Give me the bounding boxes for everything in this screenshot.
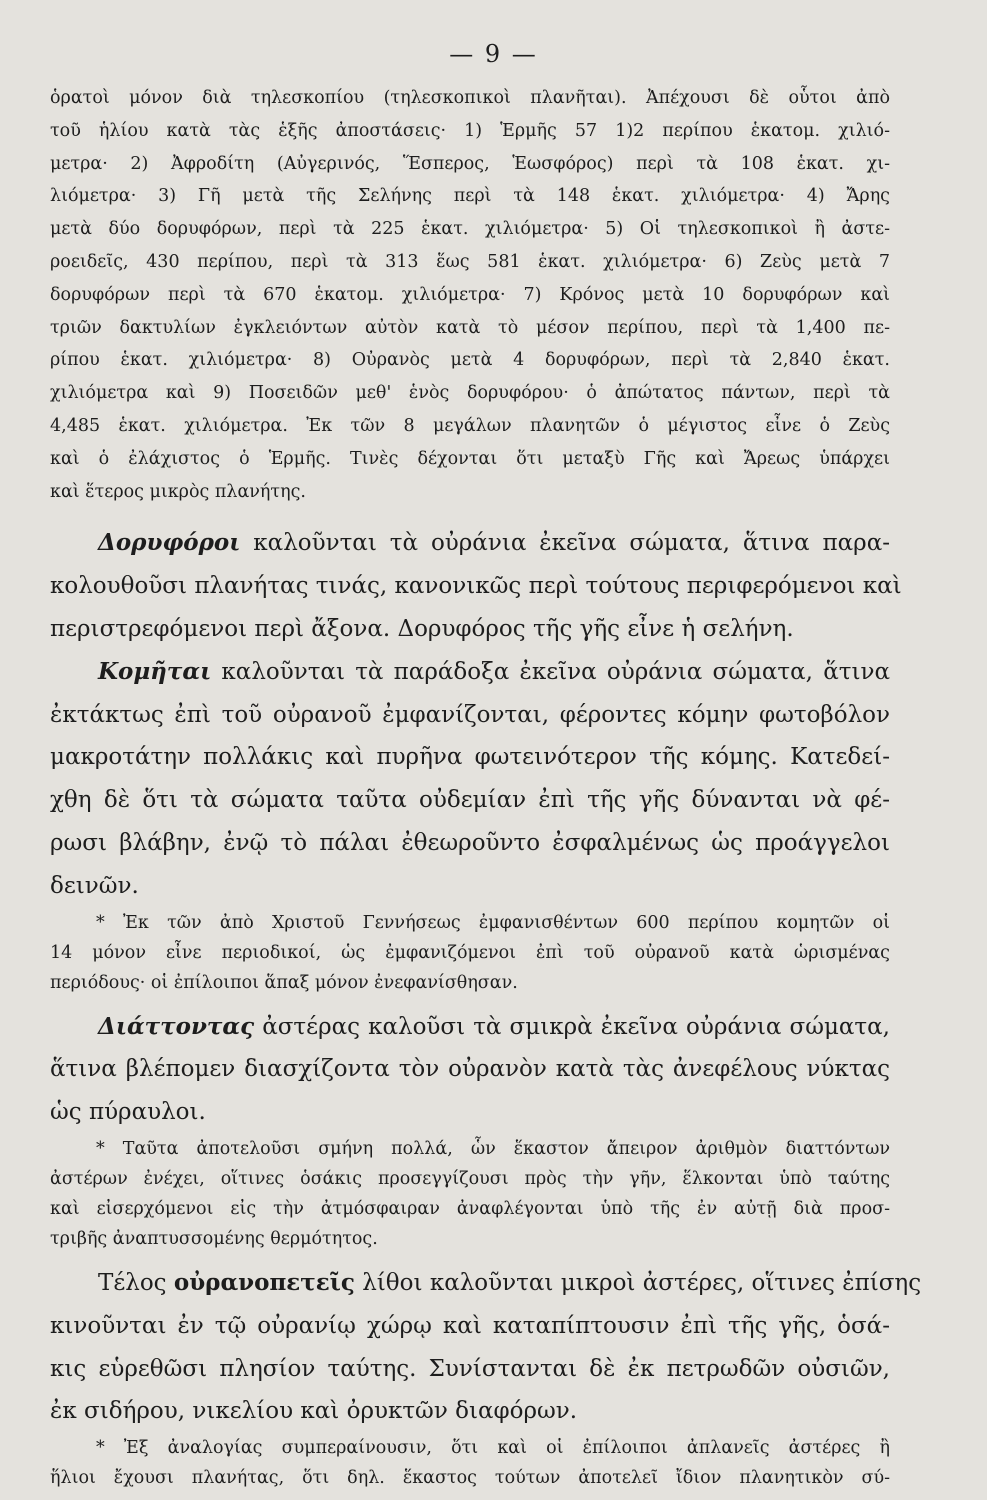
shooting-stars-paragraph	[50, 1006, 890, 1134]
text-line: καὶ ὁ ἐλάχιστος ὁ Ἑρμῆς. Τινὲς δέχονται ὅτι μεταξὺ Γῆς καὶ Ἄρεως ὑπάρχει	[50, 448, 890, 469]
comets-paragraph	[50, 651, 890, 908]
footnote-line: τριβῆς ἀναπτυσσομένης θερμότητος.	[50, 1228, 378, 1249]
text-line: κινοῦνται ἐν τῷ οὐρανίῳ χώρῳ καὶ καταπίπτουσιν ἐπὶ τῆς γῆς, ὁσά-	[50, 1312, 890, 1339]
page-number: — 9 —	[449, 40, 538, 68]
text-line: 4,485 ἑκατ. χιλιόμετρα. Ἐκ τῶν 8 μεγάλων πλανητῶν ὁ μέγιστος εἶνε ὁ Ζεὺς	[50, 415, 890, 436]
text-line: ἅτινα βλέπομεν διασχίζοντα τὸν οὐρανὸν κατὰ τὰς ἀνεφέλους νύκτας	[50, 1056, 890, 1083]
text-line: λιόμετρα· 3) Γῆ μετὰ τῆς Σελήνης περὶ τὰ 148 ἑκατ. χιλιόμετρα· 4) Ἄρης	[50, 186, 890, 207]
text-line: καὶ ἕτερος μικρὸς πλανήτης.	[50, 481, 306, 502]
text-line: Δορυφόροι καλοῦνται τὰ οὐράνια ἐκεῖνα σώματα, ἅτινα παρα-	[98, 529, 890, 557]
text-line: ρίπου ἑκατ. χιλιόμετρα· 8) Οὐρανὸς μετὰ 4 δορυφόρων, περὶ τὰ 2,840 ἑκατ.	[50, 350, 890, 371]
footnote-line: ἀστέρων ἐνέχει, οἵτινες ὁσάκις προσεγγίζουσι πρὸς τὴν γῆν, ἕλκονται ὑπὸ ταύτης	[50, 1168, 890, 1189]
text-line: δορυφόρων περὶ τὰ 670 ἑκατομ. χιλιόμετρα· 7) Κρόνος μετὰ 10 δορυφόρων καὶ	[50, 284, 890, 305]
satellites-paragraph	[50, 522, 902, 650]
footnote-line: * Ἐκ τῶν ἀπὸ Χριστοῦ Γεννήσεως ἐμφανισθέντων 600 περίπου κομητῶν οἱ	[96, 912, 890, 933]
text-line: Κομῆται καλοῦνται τὰ παράδοξα ἐκεῖνα οὐράνια σώματα, ἅτινα	[98, 657, 890, 685]
term-satellites: Δορυφόροι	[98, 529, 241, 557]
shooting-stars-footnote	[50, 1134, 890, 1254]
text-line: ἐκ σιδήρου, νικελίου καὶ ὀρυκτῶν διαφόρων.	[50, 1398, 578, 1425]
text-line: ρωσι βλάβην, ἐνῷ τὸ πάλαι ἐθεωροῦντο ἐσφαλμένως ὡς προάγγελοι	[50, 829, 890, 856]
text-line: Τέλος οὐρανοπετεῖς λίθοι καλοῦνται μικροὶ ἀστέρες, οἵτινες ἐπίσης	[98, 1268, 922, 1296]
text-line: τοῦ ἡλίου κατὰ τὰς ἑξῆς ἀποστάσεις· 1) Ἑρμῆς 57 1)2 περίπου ἑκατομ. χιλιό-	[50, 120, 890, 141]
footnote-line: ἥλιοι ἔχουσι πλανήτας, ὅτι δηλ. ἕκαστος τούτων ἀποτελεῖ ἴδιον πλανητικὸν σύ-	[50, 1468, 890, 1489]
text-line: ὡς πύραυλοι.	[50, 1099, 206, 1126]
text-line: ἐκτάκτως ἐπὶ τοῦ οὐρανοῦ ἐμφανίζονται, φέροντες κόμην φωτοβόλον	[50, 701, 890, 728]
text-line: Διάττοντας ἀστέρας καλοῦσι τὰ σμικρὰ ἐκεῖνα οὐράνια σώματα,	[98, 1012, 890, 1040]
term-meteorites: οὐρανοπετεῖς	[173, 1268, 355, 1296]
meteorites-footnote	[50, 1433, 890, 1493]
planets-paragraph	[50, 82, 890, 508]
text-line: χιλιόμετρα καὶ 9) Ποσειδῶν μεθ' ἑνὸς δορυφόρου· ὁ ἀπώτατος πάντων, περὶ τὰ	[50, 383, 890, 404]
footnote-line: * Ἐξ ἀναλογίας συμπεραίνουσιν, ὅτι καὶ οἱ ἐπίλοιποι ἀπλανεῖς ἀστέρες ἢ	[96, 1438, 890, 1459]
footnote-line: περιόδους· οἱ ἐπίλοιποι ἅπαξ μόνον ἐνεφανίσθησαν.	[50, 972, 518, 993]
footnote-line: 14 μόνον εἶνε περιοδικοί, ὡς ἐμφανιζόμενοι ἐπὶ τοῦ οὐρανοῦ κατὰ ὡρισμένας	[50, 942, 890, 963]
term-shooting-stars: Διάττοντας	[98, 1012, 255, 1040]
text-line: μετρα· 2) Ἀφροδίτη (Αὐγερινός, Ἕσπερος, Ἑωσφόρος) περὶ τὰ 108 ἑκατ. χι-	[50, 153, 890, 174]
footnote-line: * Ταῦτα ἀποτελοῦσι σμήνη πολλά, ὧν ἕκαστον ἄπειρον ἀριθμὸν διαττόντων	[96, 1138, 890, 1159]
text-line: κολουθοῦσι πλανήτας τινάς, κανονικῶς περὶ τούτους περιφερόμενοι καὶ	[50, 573, 902, 600]
text-line: μετὰ δύο δορυφόρων, περὶ τὰ 225 ἑκατ. χιλιόμετρα· 5) Οἱ τηλεσκοπικοὶ ἢ ἀστε-	[50, 219, 890, 240]
meteorites-paragraph	[50, 1262, 922, 1433]
text-line: τριῶν δακτυλίων ἐγκλειόντων αὐτὸν κατὰ τὸ μέσον περίπου, περὶ τὰ 1,400 πε-	[50, 317, 890, 338]
text-line: δεινῶν.	[50, 872, 139, 899]
comets-footnote	[50, 908, 890, 998]
text-line: χθη δὲ ὅτι τὰ σώματα ταῦτα οὐδεμίαν ἐπὶ τῆς γῆς δύνανται νὰ φέ-	[50, 787, 890, 814]
text-line: ὁρατοὶ μόνον διὰ τηλεσκοπίου (τηλεσκοπικοὶ πλανῆται). Ἀπέχουσι δὲ οὗτοι ἀπὸ	[50, 88, 890, 108]
term-comets: Κομῆται	[98, 657, 212, 685]
text-line: περιστρεφόμενοι περὶ ἄξονα. Δορυφόρος τῆς γῆς εἶνε ἡ σελήνη.	[50, 615, 794, 642]
text-line: κις εὑρεθῶσι πλησίον ταύτης. Συνίστανται δὲ ἐκ πετρωδῶν οὐσιῶν,	[50, 1355, 890, 1382]
footnote-line: καὶ εἰσερχόμενοι εἰς τὴν ἀτμόσφαιραν ἀναφλέγονται ὑπὸ τῆς ἐν αὐτῇ διὰ προσ-	[50, 1198, 890, 1219]
page-text	[50, 82, 922, 1493]
text-line: μακροτάτην πολλάκις καὶ πυρῆνα φωτεινότερον τῆς κόμης. Κατεδεί-	[50, 744, 890, 771]
text-line: ροειδεῖς, 430 περίπου, περὶ τὰ 313 ἕως 581 ἑκατ. χιλιόμετρα· 6) Ζεὺς μετὰ 7	[50, 251, 890, 272]
